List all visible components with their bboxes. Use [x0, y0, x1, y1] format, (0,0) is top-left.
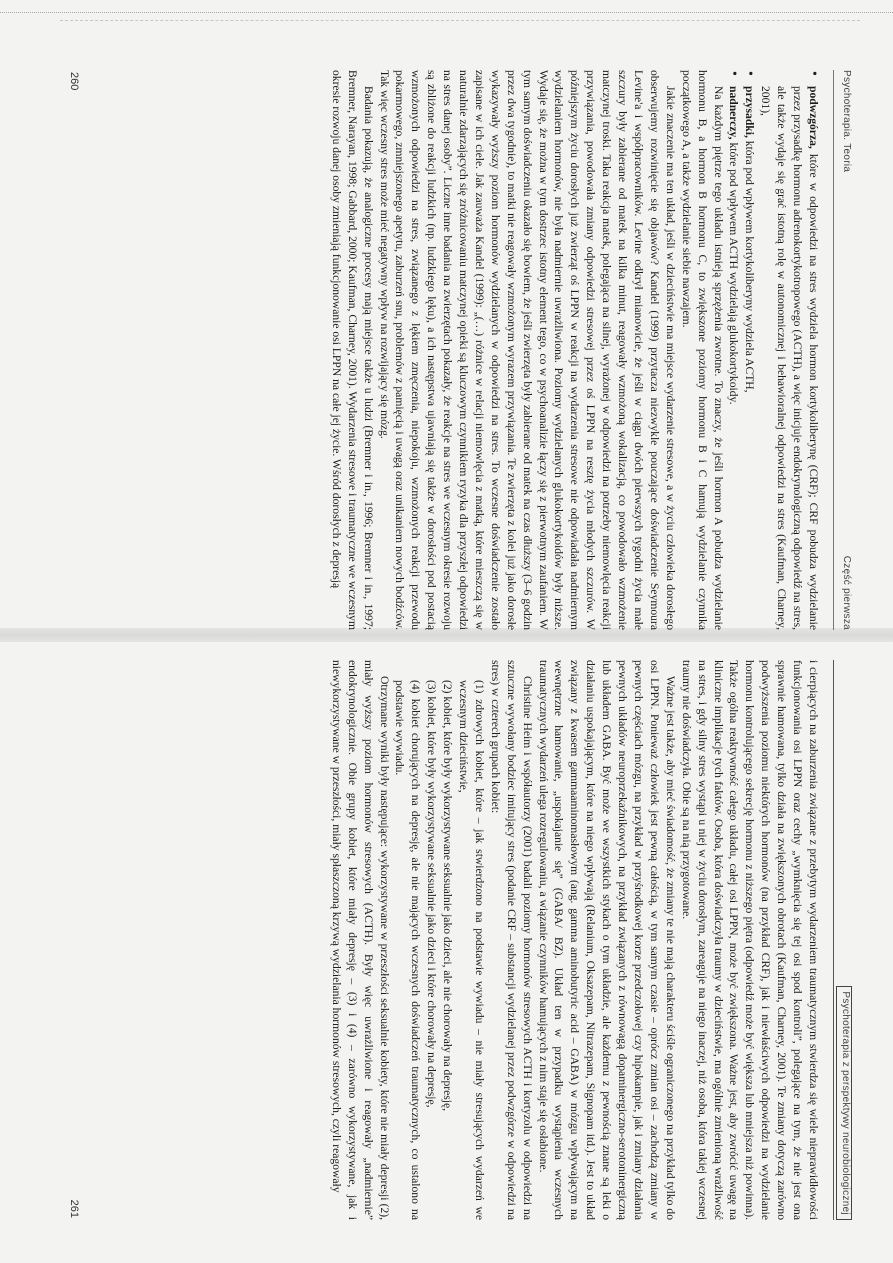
page-body [101, 660, 821, 1220]
paragraph: Jakie znaczenie ma ten układ, jeśli w dzieciństwie ma miejsce wydarzenie stresowe, a w życiu człowieka dorosłego obserwujemy rozwinięcie się objawów? Kandel (1999) przytacza niezwykle pouczające doświadczenie Seymoura Levine'a i współpracowników. Levine odkrył mianowicie, że jeśli w ciągu dwóch pierwszych tygodni życia małe szczury były zabierane od matek na kilka minut, reagowały wzmożoną wokalizacją, co powodowało wzmożenie matczynej troski. Taka reakcja matek, polegająca na silnej, wyrażonej w odpowiedzi na potrzeby niemowlęcia reakcji przywiązania, powodowała zmiany odpowiedzi stresowej przez oś LPPN na resztę życia młodych szczurów. W późniejszym życiu dorosłych już zwierząt oś LPPN w reakcji na wydarzenia stresowe nie odpowiadała nadmiernym wydzielaniem hormonów, nie była nadmiernie uwrażliwiona. Poziomy wydzielanych glukokortykoidów były niższe. Wydaje się, że można w tym dostrzec istotny element tego, co w psychoanalizie łączy się z pierwotnym zaufaniem. W tym samym doświadczeniu okazało się bowiem, że jeśli zwierzęta były zabierane od matek na czas dłuższy (3–6 godzin przez dwa tygodnie), to matki nie reagowały wzmożonym wyrazem przywiązania. Te zwierzęta z kolei już jako dorosłe wykazywały wyższy poziom hormonów wydzielanych w odpowiedzi na stres. To wczesne doświadczenie zostało zapisane w ich ciele. Jak zauważa Kandel (1999): „(…) różnice w relacji niemowlęcia z matką, które mieszczą się w naturalnie zdarzających się zróżnicowaniu matczynej opieki są kluczowym czynnikiem ryzyka dla przyszłej odpowiedzi na stres danej osoby”. Liczne inne badania na zwierzętach pokazały, że reakcje na stres we wczesnym okresie rozwoju są zbliżone do reakcji ludzkich (np. ludzkiego lęku), a ich następstwa ujawniają się także w dorosłości pod postacią wzmożonych odpowiedzi na stres, związanego z lękiem zmęczenia, niepokoju, wzmożonych reakcji przewodu pokarmowego, zmniejszonego apetytu, zaburzeń snu, problemów z pamięcią i uwagą oraz unikaniem nowych bodźców. Tak więc wczesny stres może mieć negatywny wpływ na rozwijający się mózg. [377, 70, 677, 630]
paragraph: Na każdym piętrze tego układu istnieją sprzężenia zwrotne. To znaczy, że jeśli hormon A pobudza wydzielanie hormonu B, a hormon B hormonu C, to zwiększone poziomy hormonu B i C hamują wydzielanie czynnika początkowego A, a także wydzielanie siebie nawzajem. [679, 70, 725, 630]
study-groups-list [392, 660, 487, 1220]
bullet-term: podwzgórza, [807, 86, 820, 149]
study-group-item: (2) kobiet, które były wykorzystywane seksualnie jako dzieci, ale nie chorowały na depresję, [441, 680, 455, 1112]
paragraph: Badania pokazują, że analogiczne procesy mają miejsce także u ludzi (Bremner i in., 1996; Bremner i in., 1997; Bremner, Narayan, 1998; Gabbard, 2000; Kaufman, Charney, 2001). Wydarzenia stresowe i traumatyczne we wczesnym okresie rozwoju danej osoby zmieniają funkcjonowanie osi LPPN na całe jej życie. Wśród dorosłych z depresją [329, 70, 375, 630]
paragraph: Christine Heim i współautorzy (2001) badali poziomy hormonów stresowych ACTH i kortyzolu w odpowiedzi na sztuczne wywołany bodziec imitujący stres (podanie CRF – substancji wydzielanej przez podwzgórze w odpowiedzi na stres) w czterech grupach kobiet: [488, 660, 534, 1220]
running-head [833, 660, 852, 1220]
study-group-item: (1) zdrowych kobiet, które – jak stwierdzono na podstawie wywiadu – nie miały stresujących wydarzeń we wczesnym dzieciństwie, [457, 680, 486, 1220]
page-260 [62, 70, 852, 630]
bullet-text: która pod wpływem kortykoliberyny wydziela ACTH, [743, 137, 757, 393]
study-group-item: (4) kobiet chorujących na depresję, ale nie mających wczesnych doświadczeń traumatycznych, co ustalono na podstawie wywiadu. [393, 680, 423, 1220]
bullet-item [757, 84, 821, 630]
study-group-item: (3) kobiet, które były wykorzystywane seksualnie jako dzieci i które chorowały na depresję, [425, 680, 439, 1108]
bullet-text: które pod wpływem ACTH wydzielają glukokortykoidy. [727, 139, 741, 405]
scan-edge-dashes [60, 20, 860, 21]
bullet-term: nadnerczy, [727, 86, 741, 140]
running-head-title: Psychoterapia z perspektywy neurobiologicznej [836, 986, 852, 1220]
running-head-section: Część pierwsza [841, 555, 852, 630]
page-number: 260 [68, 72, 80, 91]
page-body [101, 70, 821, 630]
bullet-text: które w odpowiedzi na stres wydziela hormon kortykoliberynę (CRF); CRF pobudza wydzielanie przez przysadkę hormonu adrenokortykotropowego (ACTH), a więc inicjuje endokrynologiczną odpowiedź na stres, ale także wydaje się grać istotną rolę w autonomicznej i behawioralnej odpowiedzi na stres (Kaufman, Charney, 2001), [759, 86, 820, 630]
running-head [833, 70, 852, 630]
book-gutter [0, 628, 893, 642]
paragraph: i cierpiących na zaburzenia związane z przebytym wydarzeniem traumatycznym stwierdza się wiele nieprawidłowości funkcjonowania osi LPPN oraz cechy „wymknięcia się tej osi spod kontroli”, polegające na tym, że nie jest ona sprawnie hamowana, tylko działa na zwiększonych obrotach (Kaufman, Charney, 2001). Te zmiany dotyczą zarówno podwyższenia poziomu niektórych hormonów (na przykład CRF), jak i niewłaściwych odpowiedzi na wydzielanie hormonu kontrolującego sekrecję hormonu z niższego piętra (odpowiedź może być większa lub mniejsza niż powinna). Także ogólna reaktywność całego układu, całej osi LPPN, może być zwiększona. Ważne jest, aby zwrócić uwagę na kliniczne implikacje tych faktów. Osoba, która doświadczyła traumy w dzieciństwie, ma ogólnie zmienioną wrażliwość na stres, i gdy silny stres wystąpi u niej w życiu dorosłym, zareaguje na niego inaczej, niż osoba, która takiej wczesnej traumy nie doświadczyła. Obie są na nią przygotowane. [679, 660, 820, 1220]
page-261 [62, 660, 852, 1220]
paragraph: Otrzymane wyniki były następujące: wykorzystywane w przeszłości seksualnie kobiety, które nie miały depresji (2), miały wyższy poziom hormonów stresowych (ACTH). Były więc uwrażliwione i reagowały „nadmiernie” endokrynologicznie. Obie grupy kobiet, które miały depresję – (3) i (4) – zarówno wykorzystywane, jak i niewykorzystywane w przeszłości, miały spłaszczoną krzywą wydzielania hormonów stresowych, czyli reagowały [329, 660, 391, 1220]
bullet-term: przysadki, [743, 86, 757, 138]
bullet-item [741, 84, 757, 630]
page-number: 261 [68, 1199, 80, 1218]
running-head-title: Psychoterapia. Teoria [841, 70, 852, 173]
bullet-list [726, 70, 821, 630]
bullet-item [726, 84, 742, 630]
paragraph: Ważne jest także, aby mieć świadomość, że zmiany te nie mają charakteru ściśle ograniczonego na przykład tylko do osi LPPN. Ponieważ człowiek jest pewną całością, w tym samym czasie – oprócz zmian osi – zachodzą zmiany w pewnych częściach mózgu, na przykład w przyśrodkowej korze przedczołowej czy hipokampie, jak i zmiany działania pewnych układów neuroprzekaźnikowych, na przykład związanych z równowagą dopaminergiczno-serotoninergiczną lub układem GABA. Być może we wszystkich stykach o tym układzie, ale każdemu z pewnością znane są leki o działaniu uspokajającym, które na niego wpływają (Relanium, Oksazepam, Nitrazepam, Signopam itd.). Jest to układ związany z kwasem gammaaminomasłowym (ang. gamma aminobutyric acid – GABA) w mózgu wpływającym na wewnętrzne hamowanie, „uspokajanie się” (GABA/ BZ). Układ ten w przypadku wystąpienia wczesnych traumatycznych wydarzeń ulega rozregulowaniu, a wiązanie czynników hamujących z nim staje się osłabione. [536, 660, 677, 1220]
